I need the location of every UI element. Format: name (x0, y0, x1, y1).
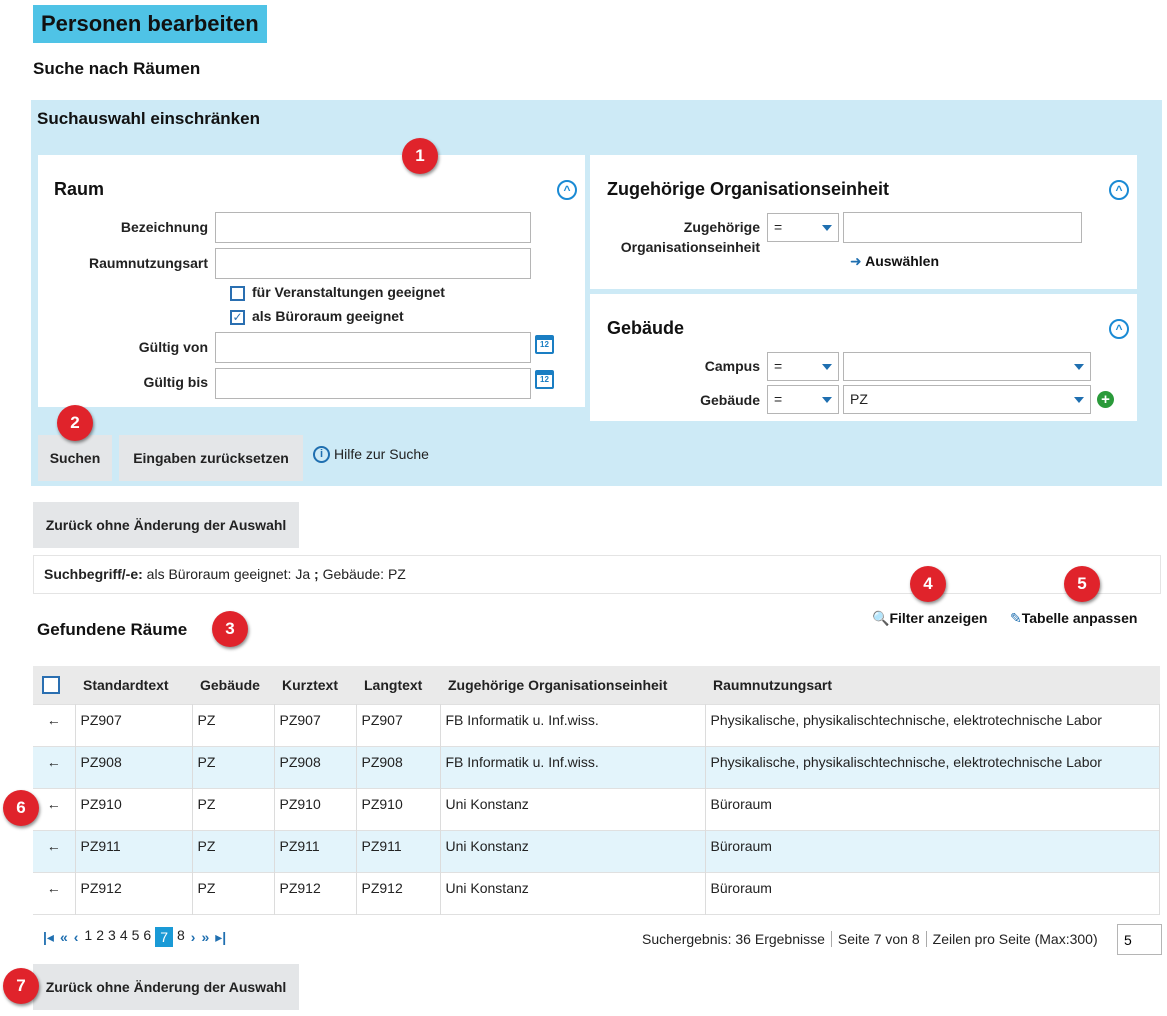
annotation-badge: 4 (910, 566, 946, 602)
next-many-icon[interactable]: » (201, 929, 210, 945)
table-cell: PZ912 (274, 872, 356, 914)
reset-button[interactable]: Eingaben zurücksetzen (119, 435, 303, 481)
tabelle-anpassen-link[interactable]: ✎Tabelle anpassen (1010, 610, 1138, 626)
org-operator-select[interactable]: = (767, 213, 839, 242)
result-count: Suchergebnis: 36 Ergebnisse (642, 931, 825, 947)
chevron-down-icon (822, 225, 832, 231)
page-numbers (84, 927, 184, 947)
gueltig-von-input[interactable] (215, 332, 531, 363)
table-cell: Büroraum (705, 872, 1160, 914)
search-terms-separator: ; (314, 566, 319, 582)
table-row[interactable] (33, 746, 1160, 788)
table-cell: Uni Konstanz (440, 788, 705, 830)
column-header[interactable]: Raumnutzungsart (705, 666, 1160, 704)
table-cell: PZ908 (274, 746, 356, 788)
page-number[interactable]: 5 (131, 927, 140, 943)
arrow-right-icon: ➜ (850, 253, 862, 269)
table-cell: PZ907 (75, 704, 192, 746)
table-cell: PZ912 (356, 872, 440, 914)
table-row[interactable] (33, 704, 1160, 746)
raumnutzungsart-input[interactable] (215, 248, 531, 279)
filter-heading: Suchauswahl einschränken (37, 109, 260, 128)
pencil-icon: ✎ (1010, 610, 1022, 626)
table-cell: PZ907 (274, 704, 356, 746)
suchen-button[interactable]: Suchen (38, 435, 112, 481)
back-button-bottom[interactable]: Zurück ohne Änderung der Auswahl (33, 964, 299, 1010)
buero-checkbox[interactable]: ✓ (230, 310, 245, 325)
bezeichnung-input[interactable] (215, 212, 531, 243)
last-page-icon[interactable]: ▸| (215, 928, 227, 945)
collapse-icon[interactable]: ^ (557, 180, 577, 200)
column-header[interactable]: Kurztext (274, 666, 356, 704)
result-summary (642, 931, 1098, 947)
gebaeude-operator-select[interactable]: = (767, 385, 839, 414)
page-number[interactable]: 4 (119, 927, 128, 943)
table-cell: PZ911 (274, 830, 356, 872)
annotation-badge: 2 (57, 405, 93, 441)
select-row-arrow-icon[interactable]: ← (33, 704, 75, 746)
campus-select[interactable] (843, 352, 1091, 381)
table-cell: Uni Konstanz (440, 872, 705, 914)
campus-label: Campus (704, 358, 760, 374)
gueltig-bis-input[interactable] (215, 368, 531, 399)
add-icon[interactable]: + (1097, 391, 1114, 408)
search-terms-value: als Büroraum geeignet: Ja (146, 566, 311, 582)
page-number[interactable]: 8 (177, 927, 185, 943)
table-cell: PZ (192, 746, 274, 788)
results-body (33, 704, 1160, 914)
org-panel-title: Zugehörige Organisationseinheit (607, 179, 890, 199)
gebaeude-panel-title: Gebäude (607, 318, 685, 338)
hilfe-link[interactable]: Hilfe zur Suche (334, 446, 429, 462)
annotation-badge: 3 (212, 611, 248, 647)
page-info: Seite 7 von 8 (831, 931, 920, 947)
search-terms-label: Suchbegriff/-e: (44, 566, 143, 582)
page-number[interactable]: 7 (155, 927, 173, 947)
gueltig-von-label: Gültig von (138, 339, 208, 355)
table-header-row (33, 666, 1160, 704)
chevron-down-icon (1074, 397, 1084, 403)
bezeichnung-label: Bezeichnung (120, 219, 208, 235)
table-cell: PZ907 (356, 704, 440, 746)
veranstaltungen-label: für Veranstaltungen geeignet (252, 284, 445, 300)
campus-operator-select[interactable]: = (767, 352, 839, 381)
raumnutzungsart-label: Raumnutzungsart (89, 255, 208, 271)
table-cell: PZ (192, 704, 274, 746)
table-cell: PZ910 (356, 788, 440, 830)
buero-label: als Büroraum geeignet (252, 308, 404, 324)
select-row-arrow-icon[interactable]: ← (33, 746, 75, 788)
next-page-icon[interactable]: › (190, 929, 196, 945)
table-cell: PZ908 (356, 746, 440, 788)
gebaeude-label: Gebäude (700, 392, 760, 408)
search-terms (44, 566, 406, 582)
org-input[interactable] (843, 212, 1082, 243)
search-terms-value2: Gebäude: PZ (322, 566, 406, 582)
filter-anzeigen-link[interactable]: 🔍Filter anzeigen (872, 610, 988, 626)
first-page-icon[interactable]: |◂ (43, 928, 54, 945)
column-header[interactable]: Zugehörige Organisationseinheit (440, 666, 705, 704)
column-header[interactable]: Standardtext (75, 666, 192, 704)
search-icon: 🔍 (872, 610, 890, 626)
org-label-line2: Organisationseinheit (620, 239, 760, 255)
table-cell: FB Informatik u. Inf.wiss. (440, 704, 705, 746)
table-cell: FB Informatik u. Inf.wiss. (440, 746, 705, 788)
auswaehlen-link[interactable]: ➜ Auswählen (850, 253, 940, 269)
table-cell: Physikalische, physikalischtechnische, elektrotechnische Labor (705, 704, 1160, 746)
annotation-badge: 1 (402, 138, 438, 174)
raum-panel-title: Raum (54, 179, 105, 199)
table-cell: PZ912 (75, 872, 192, 914)
table-row[interactable] (33, 788, 1160, 830)
select-row-arrow-icon[interactable]: ← (33, 872, 75, 914)
gebaeude-select[interactable]: PZ (843, 385, 1091, 414)
column-header[interactable]: Gebäude (192, 666, 274, 704)
chevron-down-icon (1074, 364, 1084, 370)
annotation-badge: 6 (3, 790, 39, 826)
rows-per-page-input[interactable] (1117, 924, 1162, 955)
page-number[interactable]: 3 (108, 927, 116, 943)
select-all-checkbox[interactable] (42, 676, 60, 694)
table-cell: PZ908 (75, 746, 192, 788)
page-title: Personen bearbeiten (33, 5, 267, 43)
chevron-down-icon (822, 364, 832, 370)
rows-per-page-label: Zeilen pro Seite (Max:300) (926, 931, 1098, 947)
table-row[interactable] (33, 830, 1160, 872)
table-cell: Uni Konstanz (440, 830, 705, 872)
table-cell: PZ911 (75, 830, 192, 872)
table-cell: Büroraum (705, 788, 1160, 830)
back-button-top[interactable]: Zurück ohne Änderung der Auswahl (33, 502, 299, 548)
collapse-icon[interactable]: ^ (1109, 319, 1129, 339)
table-cell: PZ911 (356, 830, 440, 872)
calendar-icon[interactable]: 12 (535, 370, 554, 389)
prev-many-icon[interactable]: « (59, 929, 68, 945)
table-cell: PZ (192, 788, 274, 830)
gueltig-bis-label: Gültig bis (143, 374, 208, 390)
annotation-badge: 7 (3, 968, 39, 1004)
info-icon: i (313, 446, 330, 463)
chevron-down-icon (822, 397, 832, 403)
calendar-icon[interactable]: 12 (535, 335, 554, 354)
veranstaltungen-checkbox[interactable] (230, 286, 245, 301)
pagination (43, 927, 226, 947)
org-label-line1: Zugehörige (683, 219, 760, 235)
table-cell: PZ (192, 872, 274, 914)
table-cell: PZ910 (75, 788, 192, 830)
table-cell: PZ (192, 830, 274, 872)
page-subtitle: Suche nach Räumen (33, 59, 201, 78)
collapse-icon[interactable]: ^ (1109, 180, 1129, 200)
table-cell: PZ910 (274, 788, 356, 830)
table-row[interactable] (33, 872, 1160, 914)
page-number[interactable]: 1 (84, 927, 93, 943)
table-cell: Physikalische, physikalischtechnische, elektrotechnische Labor (705, 746, 1160, 788)
select-row-arrow-icon[interactable]: ← (33, 830, 75, 872)
select-row-arrow-icon[interactable]: ← (33, 788, 75, 830)
table-cell: Büroraum (705, 830, 1160, 872)
prev-page-icon[interactable]: ‹ (73, 929, 79, 945)
page-number[interactable]: 2 (96, 927, 105, 943)
results-table (33, 666, 1160, 915)
column-header[interactable]: Langtext (356, 666, 440, 704)
page-number[interactable]: 6 (143, 927, 152, 943)
annotation-badge: 5 (1064, 566, 1100, 602)
results-heading: Gefundene Räume (37, 620, 188, 639)
select-all-header (33, 666, 75, 704)
